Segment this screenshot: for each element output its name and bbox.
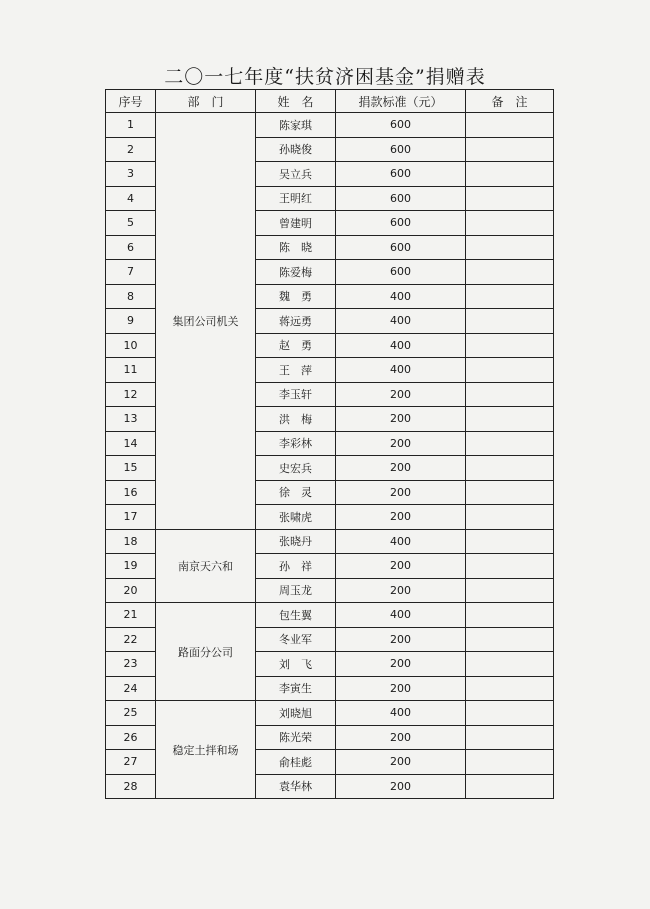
row-number: 13 (106, 407, 156, 432)
donor-name: 徐 灵 (256, 480, 336, 505)
row-number: 11 (106, 358, 156, 383)
page-title: 二〇一七年度“扶贫济困基金”捐赠表 (164, 66, 486, 88)
donor-name: 陈家琪 (256, 113, 336, 138)
donor-name: 赵 勇 (256, 333, 336, 358)
remarks-cell (466, 774, 554, 799)
donation-amount: 200 (336, 652, 466, 677)
donation-amount: 200 (336, 676, 466, 701)
donation-amount: 600 (336, 113, 466, 138)
header-department: 部 门 (156, 90, 256, 113)
remarks-cell (466, 162, 554, 187)
remarks-cell (466, 211, 554, 236)
donor-name: 洪 梅 (256, 407, 336, 432)
row-number: 26 (106, 725, 156, 750)
row-number: 7 (106, 260, 156, 285)
remarks-cell (466, 309, 554, 334)
remarks-cell (466, 554, 554, 579)
donation-amount: 200 (336, 407, 466, 432)
donor-name: 孙晓俊 (256, 137, 336, 162)
donor-name: 王 萍 (256, 358, 336, 383)
row-number: 6 (106, 235, 156, 260)
donation-amount: 600 (336, 162, 466, 187)
header-amount: 捐款标准（元） (336, 90, 466, 113)
donor-name: 王明红 (256, 186, 336, 211)
donation-table (105, 89, 554, 799)
remarks-cell (466, 407, 554, 432)
donor-name: 冬业军 (256, 627, 336, 652)
table-row (106, 701, 554, 726)
donation-amount: 200 (336, 725, 466, 750)
row-number: 27 (106, 750, 156, 775)
donation-amount: 400 (336, 309, 466, 334)
row-number: 5 (106, 211, 156, 236)
row-number: 23 (106, 652, 156, 677)
donor-name: 陈光荣 (256, 725, 336, 750)
row-number: 3 (106, 162, 156, 187)
donor-name: 李玉轩 (256, 382, 336, 407)
donation-amount: 400 (336, 701, 466, 726)
donor-name: 刘晓旭 (256, 701, 336, 726)
table-header-row (106, 90, 554, 113)
remarks-cell (466, 750, 554, 775)
donation-amount: 400 (336, 529, 466, 554)
department-cell: 集团公司机关 (156, 113, 256, 530)
row-number: 9 (106, 309, 156, 334)
donation-amount: 200 (336, 382, 466, 407)
header-name: 姓 名 (256, 90, 336, 113)
donation-amount: 200 (336, 480, 466, 505)
donor-name: 吴立兵 (256, 162, 336, 187)
remarks-cell (466, 186, 554, 211)
row-number: 20 (106, 578, 156, 603)
row-number: 24 (106, 676, 156, 701)
donation-amount: 200 (336, 627, 466, 652)
department-cell: 稳定土拌和场 (156, 701, 256, 799)
row-number: 10 (106, 333, 156, 358)
remarks-cell (466, 725, 554, 750)
donation-amount: 200 (336, 554, 466, 579)
donor-name: 陈爱梅 (256, 260, 336, 285)
department-cell: 路面分公司 (156, 603, 256, 701)
table-row (106, 603, 554, 628)
row-number: 15 (106, 456, 156, 481)
remarks-cell (466, 480, 554, 505)
row-number: 14 (106, 431, 156, 456)
donation-amount: 200 (336, 750, 466, 775)
donation-amount: 600 (336, 186, 466, 211)
donor-name: 刘 飞 (256, 652, 336, 677)
remarks-cell (466, 260, 554, 285)
remarks-cell (466, 578, 554, 603)
header-remarks: 备 注 (466, 90, 554, 113)
row-number: 18 (106, 529, 156, 554)
remarks-cell (466, 627, 554, 652)
row-number: 25 (106, 701, 156, 726)
donation-amount: 400 (336, 603, 466, 628)
donor-name: 魏 勇 (256, 284, 336, 309)
donor-name: 史宏兵 (256, 456, 336, 481)
donor-name: 张晓丹 (256, 529, 336, 554)
table-row (106, 113, 554, 138)
remarks-cell (466, 431, 554, 456)
table-body (106, 113, 554, 799)
donation-amount: 600 (336, 211, 466, 236)
donation-amount: 600 (336, 137, 466, 162)
donor-name: 周玉龙 (256, 578, 336, 603)
remarks-cell (466, 652, 554, 677)
donor-name: 包生翼 (256, 603, 336, 628)
donation-amount: 400 (336, 284, 466, 309)
row-number: 21 (106, 603, 156, 628)
remarks-cell (466, 333, 554, 358)
remarks-cell (466, 284, 554, 309)
donor-name: 蒋远勇 (256, 309, 336, 334)
donor-name: 李彩林 (256, 431, 336, 456)
remarks-cell (466, 529, 554, 554)
row-number: 4 (106, 186, 156, 211)
donation-amount: 200 (336, 456, 466, 481)
remarks-cell (466, 456, 554, 481)
donation-amount: 600 (336, 235, 466, 260)
remarks-cell (466, 137, 554, 162)
remarks-cell (466, 382, 554, 407)
donation-amount: 200 (336, 578, 466, 603)
row-number: 28 (106, 774, 156, 799)
donor-name: 曾建明 (256, 211, 336, 236)
department-cell: 南京天六和 (156, 529, 256, 603)
row-number: 17 (106, 505, 156, 530)
remarks-cell (466, 505, 554, 530)
row-number: 2 (106, 137, 156, 162)
donation-amount: 400 (336, 333, 466, 358)
remarks-cell (466, 603, 554, 628)
donation-amount: 400 (336, 358, 466, 383)
row-number: 1 (106, 113, 156, 138)
table-row (106, 529, 554, 554)
donation-amount: 200 (336, 431, 466, 456)
donation-amount: 200 (336, 505, 466, 530)
donation-amount: 200 (336, 774, 466, 799)
donor-name: 张啸虎 (256, 505, 336, 530)
remarks-cell (466, 235, 554, 260)
row-number: 16 (106, 480, 156, 505)
header-no: 序号 (106, 90, 156, 113)
remarks-cell (466, 358, 554, 383)
donation-amount: 600 (336, 260, 466, 285)
donor-name: 俞桂彪 (256, 750, 336, 775)
donor-name: 袁华林 (256, 774, 336, 799)
remarks-cell (466, 676, 554, 701)
remarks-cell (466, 113, 554, 138)
row-number: 22 (106, 627, 156, 652)
donor-name: 陈 晓 (256, 235, 336, 260)
row-number: 8 (106, 284, 156, 309)
donor-name: 李寅生 (256, 676, 336, 701)
donor-name: 孙 祥 (256, 554, 336, 579)
row-number: 12 (106, 382, 156, 407)
row-number: 19 (106, 554, 156, 579)
remarks-cell (466, 701, 554, 726)
